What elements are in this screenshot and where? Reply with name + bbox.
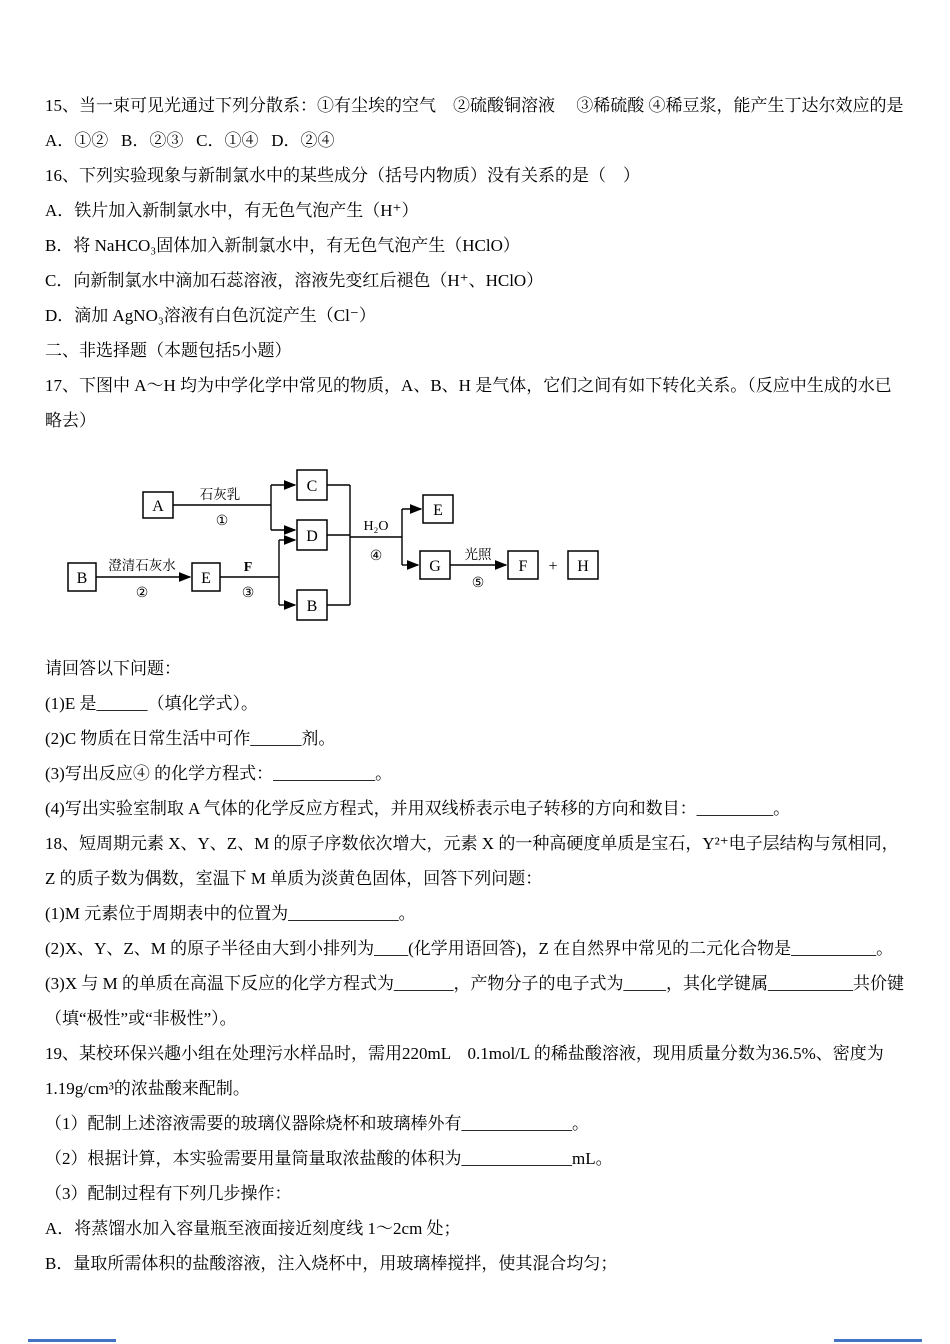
box-h xyxy=(568,551,598,579)
question-19-part-2: （2）根据计算，本实验需要用量筒量取浓盐酸的体积为_____________mL。 xyxy=(45,1149,613,1168)
label-step-2: ② xyxy=(135,586,149,601)
label-water: H₂O xyxy=(363,519,389,534)
box-h-label: H xyxy=(577,558,589,575)
question-17-part-2: (2)C 物质在日常生活中可作______剂。 xyxy=(45,729,336,748)
question-16-option-b: B．将 NaHCO₃固体加入新制氯水中，有无色气泡产生（HClO） xyxy=(45,236,520,255)
box-e-left xyxy=(192,563,220,591)
box-b-middle-label: B xyxy=(306,598,318,615)
question-19-part-3: （3）配制过程有下列几步操作： xyxy=(45,1184,292,1203)
question-18-part-1: (1)M 元素位于周期表中的位置为_____________。 xyxy=(45,904,416,923)
question-17-stem: 17、下图中 A～H 均为中学化学中常见的物质，A、B、H 是气体，它们之间有如下转化关系。（反应中生成的水已略去） xyxy=(45,376,892,430)
question-16-option-a: A．铁片加入新制氯水中，有无色气泡产生（H⁺） xyxy=(45,201,419,220)
question-16-option-c: C．向新制氯水中滴加石蕊溶液，溶液先变红后褪色（H⁺、HClO） xyxy=(45,271,544,290)
box-d xyxy=(297,520,327,550)
question-17-prompt: 请回答以下问题： xyxy=(45,659,181,678)
question-17-part-4: (4)写出实验室制取 A 气体的化学反应方程式，并用双线桥表示电子转移的方向和数目：_________。 xyxy=(45,799,791,818)
box-c-label: C xyxy=(306,478,318,495)
question-17-part-3: (3)写出反应④ 的化学方程式：____________。 xyxy=(45,764,393,783)
box-a-label: A xyxy=(152,498,164,515)
box-c xyxy=(297,470,327,500)
box-d-label: D xyxy=(306,528,318,545)
box-g xyxy=(420,551,450,579)
box-e-left-label: E xyxy=(201,570,211,587)
label-step-1: ① xyxy=(215,514,229,529)
page-border-accent-right xyxy=(834,1339,922,1342)
label-step-4: ④ xyxy=(369,549,383,564)
box-e-right xyxy=(423,495,453,523)
box-b-left-label: B xyxy=(76,570,88,587)
question-16-option-d: D．滴加 AgNO₃溶液有白色沉淀产生（Cl⁻） xyxy=(45,306,376,325)
question-18-stem: 18、短周期元素 X、Y、Z、M 的原子序数依次增大，元素 X 的一种高硬度单质是宝石，Y²⁺电子层结构与氖相同，Z 的质子数为偶数，室温下 M 单质为淡黄色固体，回答下列问题： xyxy=(45,834,899,888)
box-a xyxy=(143,492,173,518)
conversion-diagram xyxy=(60,462,908,637)
question-17-part-1: (1)E 是______（填化学式）。 xyxy=(45,694,258,713)
label-light: 光照 xyxy=(464,547,492,562)
box-b-left xyxy=(68,563,96,591)
question-16-stem: 16、下列实验现象与新制氯水中的某些成分（括号内物质）没有关系的是（ ） xyxy=(45,166,640,185)
box-g-label: G xyxy=(429,558,441,575)
label-step-3: ③ xyxy=(241,586,255,601)
conversion-diagram-svg xyxy=(60,462,620,632)
label-lime-milk: 石灰乳 xyxy=(199,487,241,502)
label-step-5: ⑤ xyxy=(471,576,485,591)
box-f xyxy=(508,551,538,579)
label-limewater: 澄清石灰水 xyxy=(108,558,176,573)
question-15-stem: 15、当一束可见光通过下列分散系：①有尘埃的空气 ②硫酸铜溶液 ③稀硫酸 ④稀豆浆，能产生丁达尔效应的是 xyxy=(45,96,904,115)
question-19-part-1: （1）配制上述溶液需要的玻璃仪器除烧杯和玻璃棒外有_____________。 xyxy=(45,1114,589,1133)
box-e-right-label: E xyxy=(433,502,443,519)
question-15-options: A．①② B．②③ C．①④ D．②④ xyxy=(45,131,335,150)
page-border-accent-left xyxy=(28,1339,116,1342)
question-18-part-2: (2)X、Y、Z、M 的原子半径由大到小排列为____(化学用语回答)，Z 在自然界中常见的二元化合物是__________。 xyxy=(45,939,894,958)
question-19-step-a: A．将蒸馏水加入容量瓶至液面接近刻度线 1～2cm 处； xyxy=(45,1219,461,1238)
question-18-part-3: (3)X 与 M 的单质在高温下反应的化学方程式为_______，产物分子的电子式为_____，其化学键属__________共价键（填“极性”或“非极性”）。 xyxy=(45,974,904,1028)
question-19-step-b: B．量取所需体积的盐酸溶液，注入烧杯中，用玻璃棒搅拌，使其混合均匀； xyxy=(45,1254,618,1273)
section-two-heading: 二、非选择题（本题包括5小题） xyxy=(45,341,292,360)
box-b-middle xyxy=(297,590,327,620)
question-19-stem: 19、某校环保兴趣小组在处理污水样品时，需用220mL 0.1mol/L 的稀盐酸溶液，现用质量分数为36.5%、密度为1.19g/cm³的浓盐酸来配制。 xyxy=(45,1044,884,1098)
plus-sign: + xyxy=(548,558,558,575)
box-f-label: F xyxy=(518,558,528,575)
label-reagent-f: F xyxy=(243,560,253,575)
